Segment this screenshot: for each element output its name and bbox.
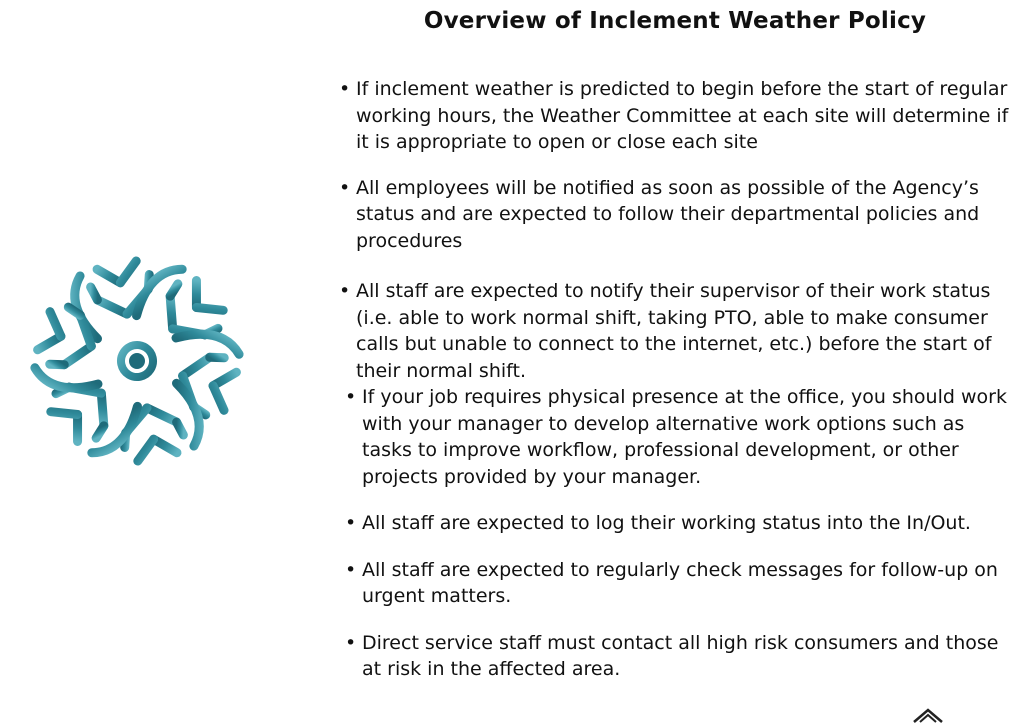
bullet-item: • If inclement weather is predicted to begin before the start of regular working hours, the Weather Committee at each site will determine if it is appropriate to open or close each site [338,76,1020,156]
bullet-item: • All staff are expected to log their working status into the In/Out. [344,510,1020,537]
bullet-item: • Direct service staff must contact all high risk consumers and those at risk in the affected area. [344,630,1020,683]
logo-icon [908,706,948,726]
page-title: Overview of Inclement Weather Policy [423,8,927,34]
snowflake-icon [12,236,262,486]
bullet-item: • All employees will be notified as soon as possible of the Agency’s status and are expected to follow their departmental policies and procedures [338,175,1020,255]
policy-bullet-list [338,76,1020,683]
bullet-item: • If your job requires physical presence at the office, you should work with your manager to develop alternative work options such as tasks to improve workflow, professional development, or other projects provided by your manager. [344,384,1020,490]
bullet-item: • All staff are expected to regularly check messages for follow-up on urgent matters. [344,557,1020,610]
bullet-item: • All staff are expected to notify their supervisor of their work status (i.e. able to work normal shift, taking PTO, able to make consumer calls but unable to connect to the internet, etc.) before the start of their normal shift. [338,278,1020,384]
